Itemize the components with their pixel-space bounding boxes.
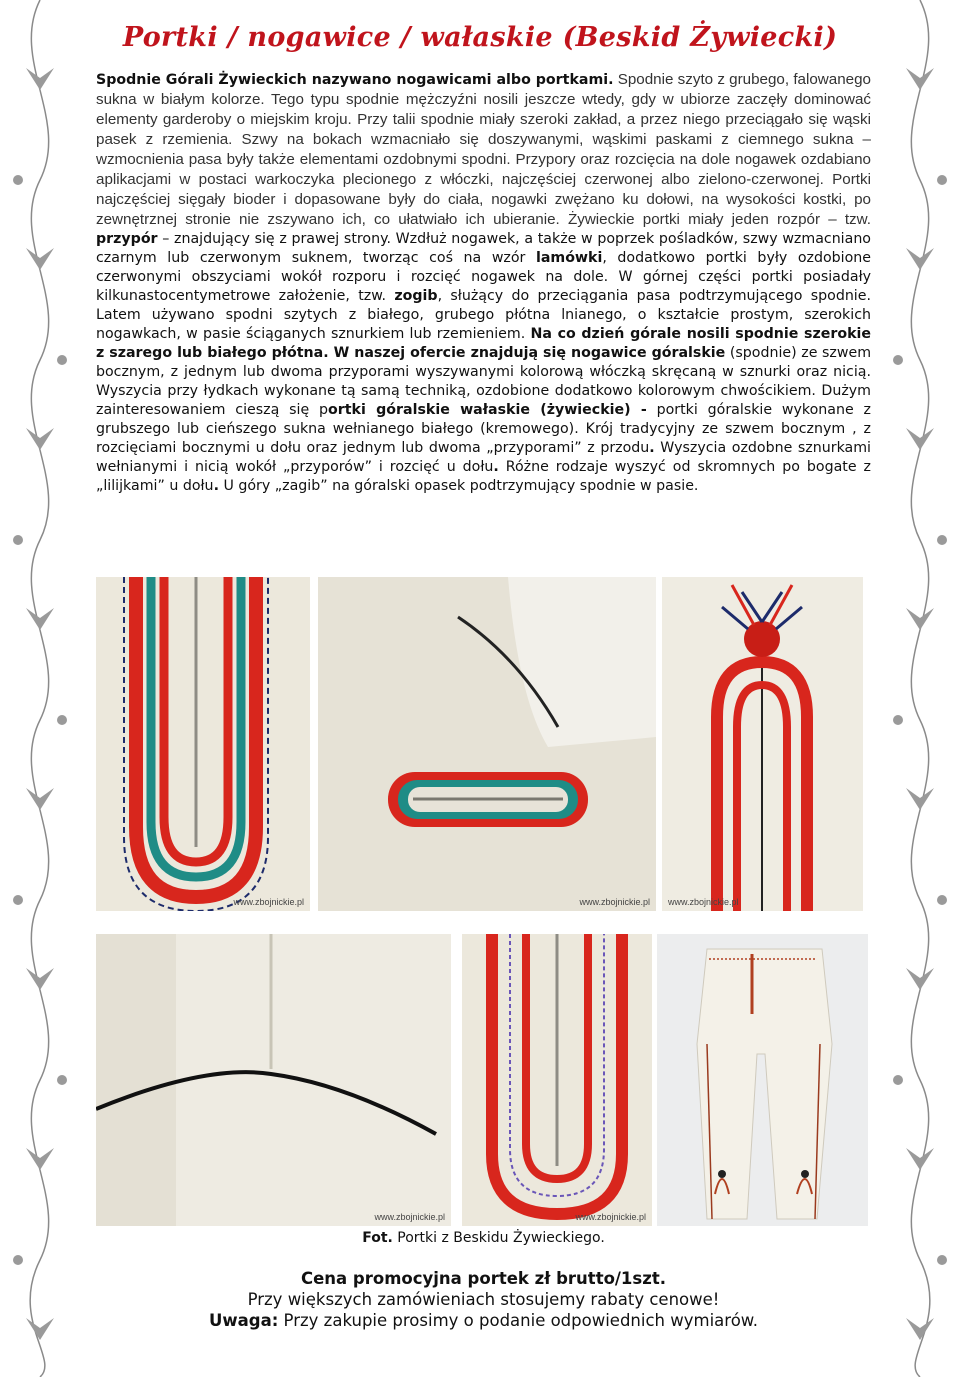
note-label: Uwaga: — [208, 1311, 279, 1330]
text-6: portki góralskie wykonane z grubszego lub cieńszego sukna wełnianego białego (kremowego). — [96, 402, 871, 437]
photo-full-trousers-hanging — [657, 934, 868, 1226]
text-bold-1: Spodnie Górali Żywieckich nazywano nogawicami albo portkami. — [96, 72, 614, 88]
text-8: Wyszycia ozdobne sznurkami wełnianymi i nicią wokół „przyporów” i rozcięć u dołu — [96, 440, 871, 475]
text-7: Krój tradycyjny ze szwem bocznym , z rozcięciami bocznymi u dołu oraz jednym lub dwoma „przyporami” z przodu — [96, 421, 871, 456]
discount-text: Przy większych zamówieniach stosujemy rabaty cenowe! — [247, 1290, 720, 1309]
text-bold-7: . — [649, 440, 655, 456]
price-text: Cena promocyjna portek zł brutto/1szt. — [301, 1269, 666, 1288]
footer-info — [96, 1268, 871, 1331]
photo-caption — [96, 1230, 871, 1246]
text-5: (spodnie) ze szwem bocznym, z jednym lub dwoma przyporami wyszywanymi kolorową włóczką skręcaną w sznurki oraz nicią. Wyszycia przy łydkach wykonane tą samą techniką, ozdobione dodatkowo kolorowym chwościkiem. Dużym zainteresowaniem cieszą się p — [96, 345, 872, 418]
text-2: – znajdujący się z prawej strony. Wzdłuż nogawek, a także w poprzek pośladków, szwy wzmacniano czarnym lub czerwonym suknem, tworząc coś na wzór — [96, 231, 871, 266]
photo-watermark: www.zbojnickie.pl — [575, 1212, 646, 1222]
photo-fly-lattice-embroidery — [462, 934, 652, 1226]
photo-pompom-front-decoration — [662, 577, 863, 911]
text-4: , służący do przeciągania pasa podtrzymującego spodnie. Latem używano spodni szytych z białego, grubego płótna lnianego, o kształcie prostym, szerokich nogawkach, w pasie ściąganych sznurkiem lub rzemieniem. — [96, 288, 871, 342]
text-bold-2: przypór — [96, 231, 158, 247]
photo-watermark: www.zbojnickie.pl — [579, 897, 650, 907]
photo-seat-black-seam — [96, 934, 451, 1226]
description-paragraph — [96, 70, 871, 496]
text-bold-8: . — [493, 459, 499, 475]
text-bold-3: lamówki — [535, 250, 603, 266]
page-title: Portki / nogawice / wałaskie (Beskid Żywiecki) — [122, 22, 838, 53]
photo-watermark: www.zbojnickie.pl — [668, 897, 739, 907]
text-3: , dodatkowo portki były ozdobione czerwonymi obszyciami wokół rozporu i rozcięć nogawek na dole. W górnej części portki posiadały kilkunastocentymetrowe założenie, tzw. — [96, 250, 872, 304]
text-10: U góry „zagib” na góralski opasek podtrzymujący spodnie w pasie. — [218, 478, 699, 494]
text-9: Różne rodzaje wyszyć od skromnych po bogate z „lilijkami” u dołu — [96, 459, 871, 494]
folk-ornament-right-border — [880, 0, 960, 1377]
text-bold-5: Na co dzień górale nosili spodnie szerokie z szarego lub białego płótna. W naszej ofercie znajdują się nogawice góralskie — [96, 326, 871, 361]
caption-label: Fot. — [362, 1230, 393, 1246]
folk-ornament-left-border — [0, 0, 80, 1377]
text-1: Spodnie szyto z grubego, falowanego sukna w białym kolorze. Tego typu spodnie mężczyźni nosili jeszcze wtedy, gdy w ubiorze zaczęły dominować elementy garderoby o miejskim kroju. Przy talii spodnie miały szeroki zakład, a przez niego przeciągało się wąski pasek z rzemienia. Szwy na bokach wzmacniało się doszywanymi, wąskimi paskami z ciemnego sukna – wzmocnienia pasa były także elementami ozdobnymi spodni. Przypory oraz rozcięcia na dole nogawek ozdabiano aplikacjami w postaci warkoczyka plecionego z włóczki, najczęściej czerwonej albo zielono-czerwonej. Portki najczęściej sięgały bioder i dopasowane były do ciała, nogawki zwężano ku dołowi, na wysokości kostki, po zewnętrznej stronie nie zszywano ich, co ułatwiało ich ubieranie. Żywieckie portki miały jeden rozpór – tzw. — [96, 71, 872, 228]
text-bold-6: ortki góralskie wałaskie (żywieckie) - — [328, 402, 647, 418]
text-bold-4: zogib — [394, 288, 438, 304]
photo-fly-embroidery-closeup — [96, 577, 310, 911]
text-bold-9: . — [213, 478, 219, 494]
photo-watermark: www.zbojnickie.pl — [374, 1212, 445, 1222]
photo-watermark: www.zbojnickie.pl — [233, 897, 304, 907]
note-text: Przy zakupie prosimy o podanie odpowiednich wymiarów. — [278, 1311, 759, 1330]
caption-text: Portki z Beskidu Żywieckiego. — [392, 1230, 605, 1246]
photo-hem-slit-embroidery — [318, 577, 656, 911]
